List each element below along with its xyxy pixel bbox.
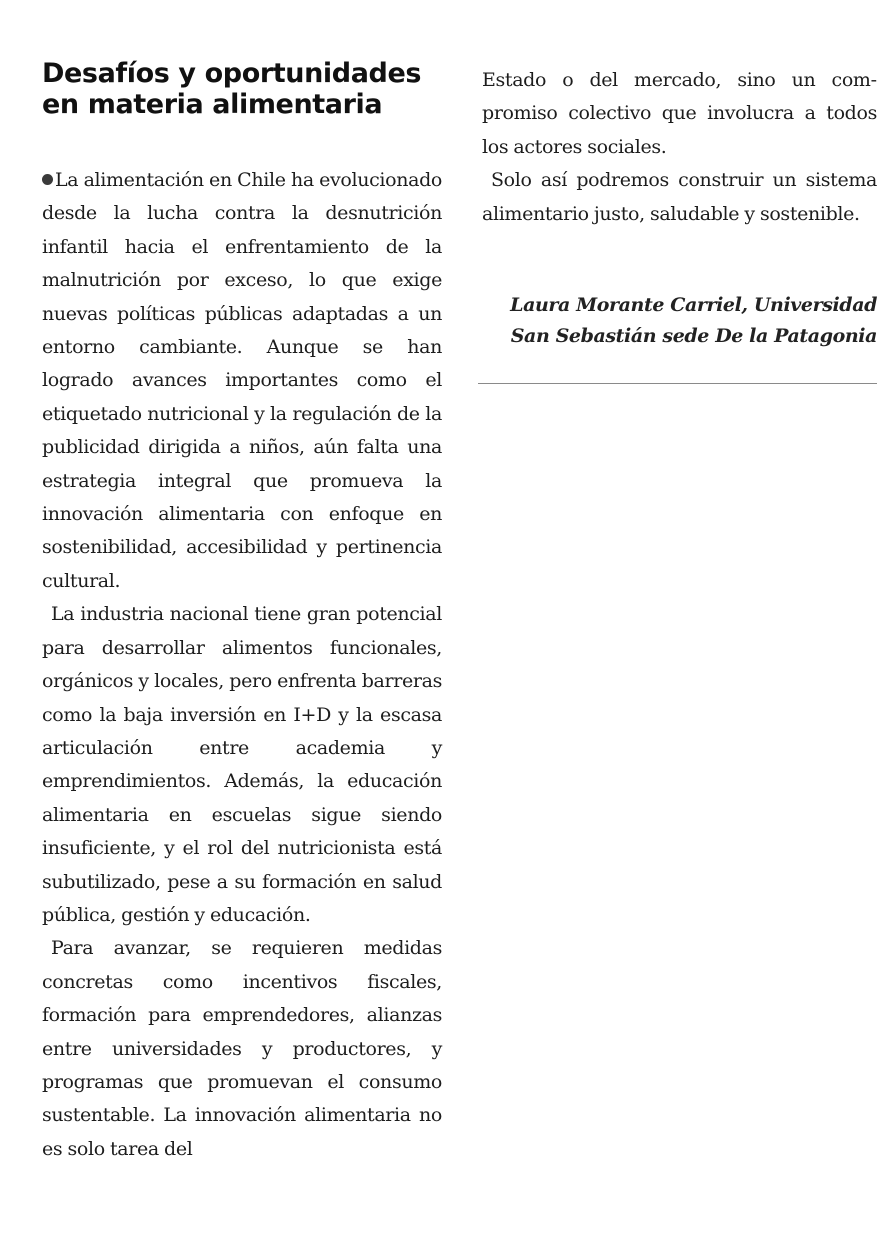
- paragraph-3: Para avanzar, se requieren medidas concretas como incentivos fiscales, formación para emprendedores, alianzas entre universidades y productores, y programas que promuevan el consumo sustentable. La innovación alimentaria no es solo tarea del: [42, 937, 442, 1160]
- paragraph-4: Solo así podremos construir un sistema alimentario justo, saludable y sostenible.: [482, 169, 877, 225]
- paragraph-1-text: La alimentación en Chile ha evolucionado desde la lucha contra la desnutrición infantil hacia el enfrentamiento de la malnutrición por exceso, lo que exige nuevas políticas públicas adaptadas a un entorno cambiante. Aunque se han logrado avances importantes como el etiquetado nutricional y la regulación de la publicidad dirigida a niños, aún falta una estrategia integral que promueva la innovación alimentaria con enfoque en sostenibilidad, accesibilidad y pertinencia cultural.: [42, 169, 442, 592]
- article-column-left: [42, 164, 442, 1166]
- end-rule-divider: [478, 383, 877, 384]
- article-headline: Desafíos y oportunidades en materia alimentaria: [42, 58, 422, 120]
- paragraph-1: [42, 164, 442, 598]
- bullet-icon: [42, 174, 53, 185]
- author-signature: [470, 290, 877, 352]
- author-line-2: San Sebastián sede De la Patagonia: [510, 325, 877, 347]
- author-line-1: Laura Morante Carriel, Universidad: [510, 294, 877, 316]
- paragraph-2: La industria nacional tiene gran potencial para desarrollar alimentos funcionales, orgánicos y locales, pero enfrenta barreras como la baja inversión en I+D y la escasa articulación entre academia y emprendimientos. Además, la educación alimentaria en escuelas sigue siendo insuficiente, y el rol del nutricionista está subutilizado, pese a su formación en salud pública, gestión y educación.: [42, 603, 442, 926]
- paragraph-3-continuation: Estado o del mercado, sino un compromiso colectivo que involucra a todos los actores sociales.: [482, 69, 877, 158]
- article-column-right: [482, 64, 877, 231]
